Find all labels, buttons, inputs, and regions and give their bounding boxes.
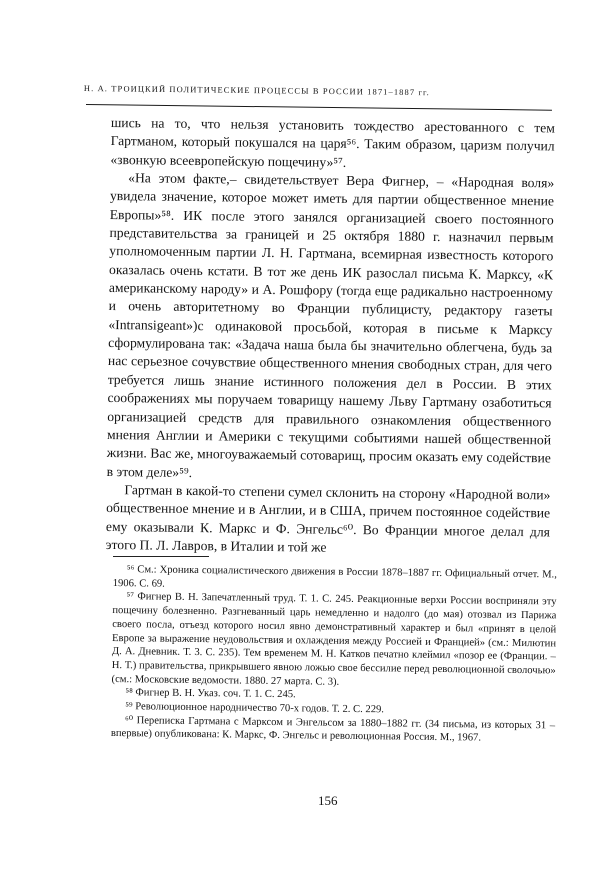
footnote-56: ⁵⁶ См.: Хроника социалистического движения в России 1878–1887 гг. Официальный отчет. М., 1906. С. 69.	[112, 564, 557, 590]
running-header: Н. А. ТРОИЦКИЙ ПОЛИТИЧЕСКИЕ ПРОЦЕССЫ В РОССИИ 1871–1887 гг.	[83, 84, 431, 98]
paragraph-continuation: шись на то, что нельзя установить тождество арестованного с тем Гартманом, который покушался на царя⁵⁶. Таким образом, царизм получил «звонкую всеевропейскую пощечину»⁵⁷.	[110, 114, 555, 170]
footnote-59: ⁵⁹ Революционное народничество 70-х годов. Т. 2. С. 229.	[125, 701, 385, 716]
main-text	[106, 114, 555, 560]
paragraph-hartmann: Гартман в какой-то степени сумел склонить на сторону «Народной воли» общественное мнение и в Англии, и в США, причем постоянное содействие ему оказывали К. Маркс и Ф. Энгельс⁶⁰. Во Франции многое делал для этого П. Л. Лавров, в Италии и той же	[105, 482, 551, 555]
footnote-58: ⁵⁸ Фигнер В. Н. Указ. соч. Т. 1. С. 245.	[125, 687, 296, 701]
footnote-57: ⁵⁷ Фигнер В. Н. Запечатленный труд. Т. 1. С. 245. Реакционные верхи России восприняли эту пощечину болезненно. Разгневанный царь немедленно и надолго (до мая) отозвал из Парижа своего посла, отъезд которого носил явно демонстративный характер и был «принят в целой Европе за выражение неудовольствия и охлаждения между Россией и Францией» (см.: Милютин Д. А. Дневник. Т. 3. С. 235). Тем временем М. Н. Катков печатно клеймил «позор ее (Франции. – Н. Т.) правительства, прикрывшего явною ложью свое бессилие перед революционной сволочью» (см.: Московские ведомости. 1880. 27 марта. С. 3).	[111, 591, 557, 688]
header-rule	[86, 104, 552, 111]
page-number: 156	[318, 793, 338, 808]
paragraph-figner-quote: «На этом факте,– свидетельствует Вера Фигнер, – «Народная воля» увидела значение, которое может иметь для партии общественное мнение Европы»⁵⁸. ИК после этого занялся организацией своего постоянного представительства за границей и 25 октября 1880 г. назначил первым уполномоченным партии Л. Н. Гартмана, всемирная известность которого оказалась очень кстати. В тот же день ИК разослал письма К. Марксу, «К американскому народу» и А. Рошфору (тогда еще радикально настроенному и очень авторитетному во Франции публицисту, редактору газеты «Intransigeant»)с одинаковой просьбой, которая в письме к Марксу сформулирована так: «Задача наша была бы значительно облегчена, будь за нас серьезное сочувствие общественного мнения свободных стран, для чего требуется лишь знание истинного положения дел в России. В этих соображениях мы поручаем товарищу нашему Льву Гартману озаботиться организацией средств для правильного ознакомления общественного мнения Англии и Америки с текущими событиями нашей общественной жизни. Вас же, многоуважаемый сотоварищ, просим оказать ему содействие в этом деле»⁵⁹.	[106, 170, 555, 480]
footnote-rule	[113, 556, 209, 557]
footnote-60: ⁶⁰ Переписка Гартмана с Марксом и Энгельсом за 1880–1882 гг. (34 письма, из которых 31 – впервые) опубликована: К. Маркс, Ф. Энгельс и революционная Россия. М., 1967.	[110, 714, 556, 744]
footnotes	[111, 563, 557, 747]
